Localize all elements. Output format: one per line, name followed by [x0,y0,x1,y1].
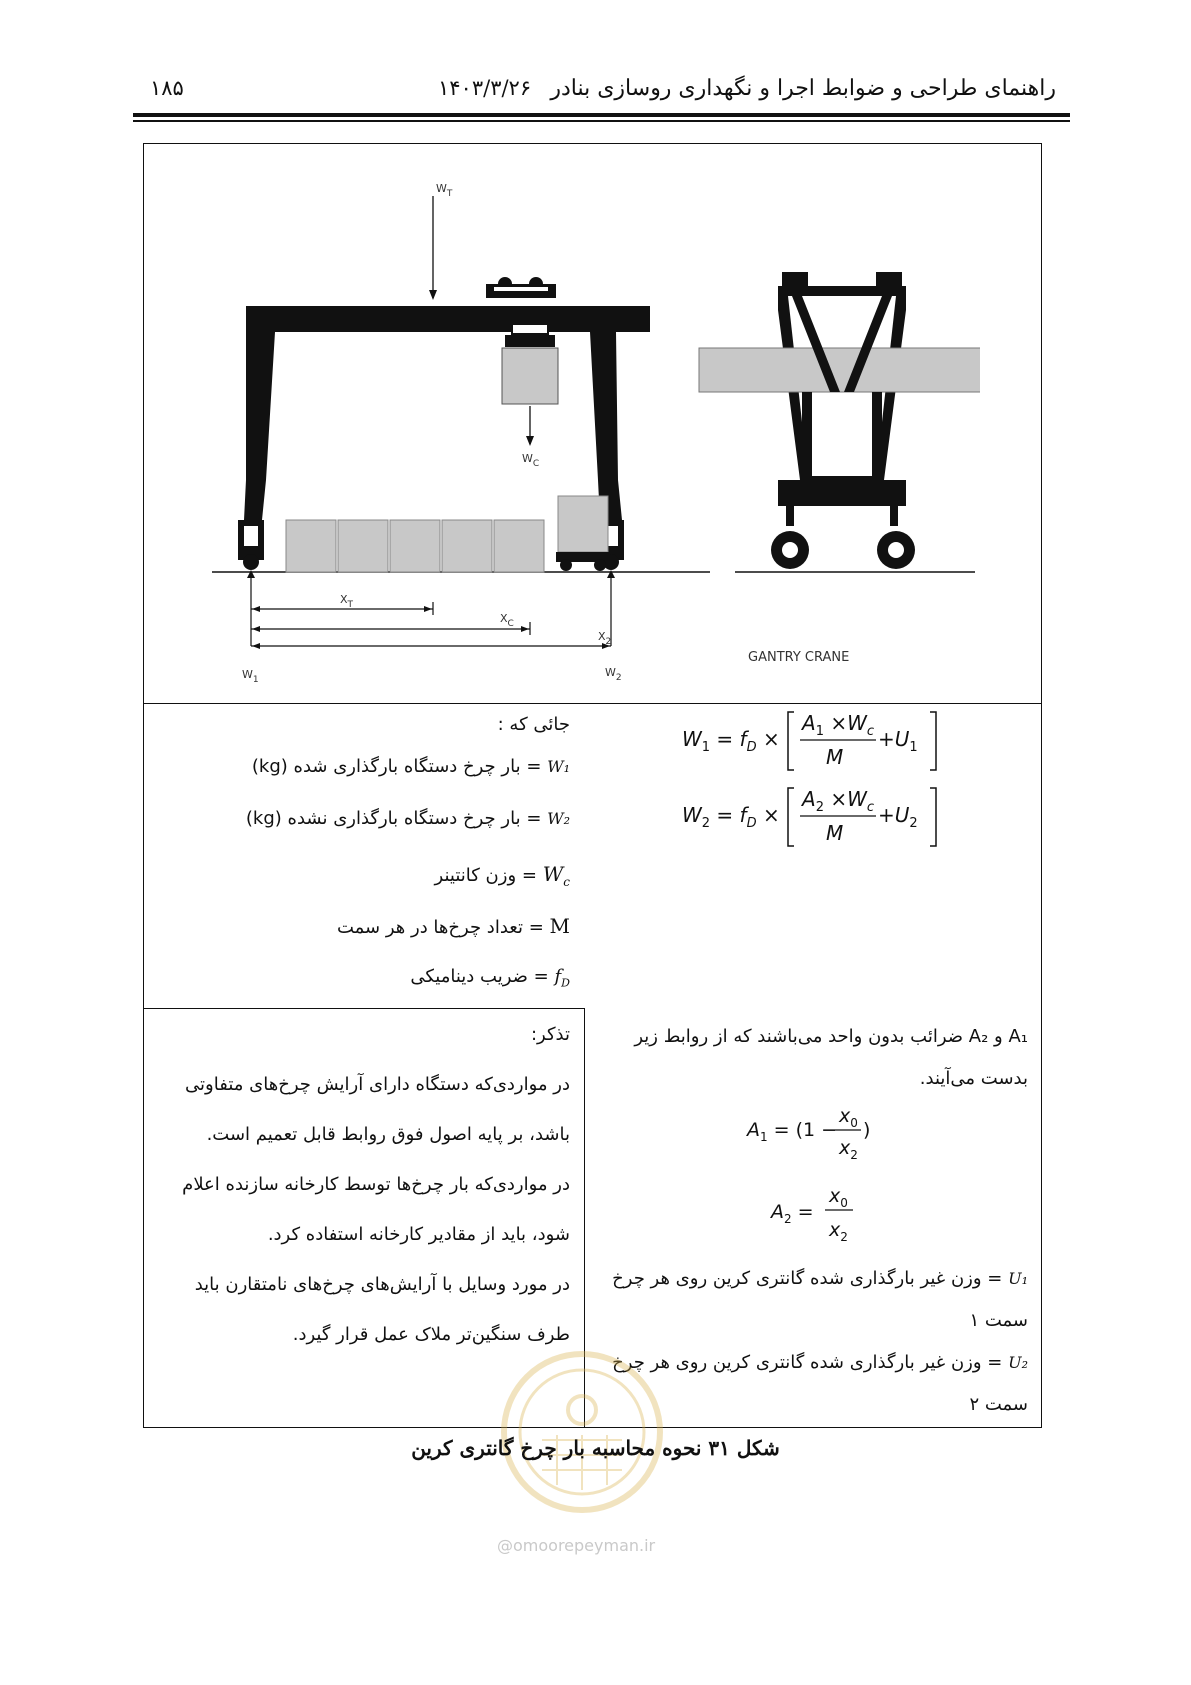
svg-text:A2 ×Wc: $A_2 \times W_c$ [802,787,875,815]
svg-text:A1 ×Wc: $A_1 \times W_c$ [802,711,875,739]
suspended-container [502,348,558,404]
watermark-text: @omoorepeyman.ir [497,1536,656,1555]
svg-text:+U1: $+U_1$ [878,727,918,755]
definition-wc: $W_c$ = وزن کانتینر [434,862,570,889]
document-date: ۱۴۰۳/۳/۲۶ [438,76,532,100]
svg-text:x2: $x_2$ [839,1137,858,1162]
note-line-3: در مواردی‌که بار چرخ‌ها توسط کارخانه سازنده اعلام [182,1174,570,1195]
truck-container [558,496,608,552]
header-rule-thin [133,120,1070,122]
wheel-load-formulas [680,708,950,858]
formula-w1 [682,711,936,770]
svg-text:M: M [826,745,844,769]
svg-text:W1 = fD ×: $W_1 = f_D$ × [682,727,780,755]
definition-m: M = تعداد چرخ‌ها در هر سمت [336,914,570,938]
formula-a1 [745,1105,870,1162]
formula-w2 [682,787,936,846]
frame-divider-2 [143,1008,585,1009]
symbol-w2: W₂ [547,809,570,828]
note-title: تذکر: [530,1024,570,1045]
svg-text:x2: $x_2$ [829,1219,848,1244]
note-line-2: باشد، بر پایه اصول فوق روابط قابل تعمیم است. [206,1124,570,1145]
watermark-seal [497,1340,667,1530]
formula-a2 [769,1185,853,1244]
label-wt: $W_T$ [436,182,453,199]
label-xt: $X_T$ [340,593,354,610]
coefficients-line1: A₁ و A₂ ضرائب بدون واحد می‌باشند که از روابط زیر [634,1026,1028,1047]
definition-u2: U₂ = وزن غیر بارگذاری شده گانتری کرین روی هر چرخ [612,1352,1028,1373]
label-xc: $X_C$ [500,612,514,629]
note-line-4: شود، باید از مقادیر کارخانه استفاده کرد. [267,1224,570,1245]
symbol-u2: U₂ [1008,1353,1028,1372]
svg-text:x0: $x_0$ [839,1105,858,1130]
figure-caption: شکل ۳۱ نحوه محاسبه بار چرخ گانتری کرین [411,1436,780,1460]
note-line-1: در مواردی‌که دستگاه دارای آرایش چرخ‌های متفاوتی [185,1074,570,1095]
page-number: ۱۸۵ [150,76,184,100]
definition-u2-side: سمت ۲ [969,1394,1028,1415]
end-view-container [699,348,980,392]
container-row [286,520,544,572]
gantry-frame-end-view [699,272,980,569]
label-w2: $W_2$ [605,666,622,683]
definition-fd: $f_D$ = ضریب دینامیکی [410,966,570,990]
definitions-intro: جائی که : [497,714,570,735]
svg-text:M: M [826,821,844,845]
svg-text:+U2: $+U_2$ [878,803,918,831]
gantry-crane-caption: GANTRY CRANE [748,650,850,665]
label-w1: $W_1$ [242,668,259,685]
definition-w2: W₂ = بار چرخ دستگاه بارگذاری نشده (kg) [245,808,570,829]
svg-text:W2 = fD ×: $W_2 = f_D$ × [682,803,780,831]
definition-u1: U₁ = وزن غیر بارگذاری شده گانتری کرین روی هر چرخ [612,1268,1028,1289]
coefficients-line2: بدست می‌آیند. [919,1068,1028,1089]
svg-text:x0: $x_0$ [829,1185,848,1210]
label-wc: $W_C$ [522,452,540,469]
header-rule-thick [133,113,1070,117]
document-title: راهنمای طراحی و ضوابط اجرا و نگهداری روسازی بنادر [550,76,1056,101]
note-block [150,1010,570,1360]
symbol-w1: W₁ [547,757,570,776]
symbol-u1: U₁ [1008,1269,1028,1288]
svg-text:A1 = (1 −: $A_1 = (1$ − [747,1119,838,1144]
svg-text:): ) [863,1119,871,1141]
note-line-6: طرف سنگین‌تر ملاک عمل قرار گیرد. [292,1324,570,1345]
frame-divider-1 [143,703,1042,704]
symbol-m: M [549,914,570,938]
symbol-fd: $f_D$ [554,966,570,990]
definition-u1-side: سمت ۱ [969,1310,1028,1331]
note-line-5: در مورد وسایل با آرایش‌های چرخ‌های نامتقارن باید [194,1274,570,1295]
symbol-wc: $W_c$ [542,862,570,889]
svg-text:A2 =: $A_2$ = [771,1201,814,1226]
label-x2: $X_2$ [598,630,612,647]
definition-w1: W₁ = بار چرخ دستگاه بارگذاری شده (kg) [251,756,570,777]
coefficient-formulas [745,1100,895,1250]
gantry-crane-diagram [200,180,980,700]
